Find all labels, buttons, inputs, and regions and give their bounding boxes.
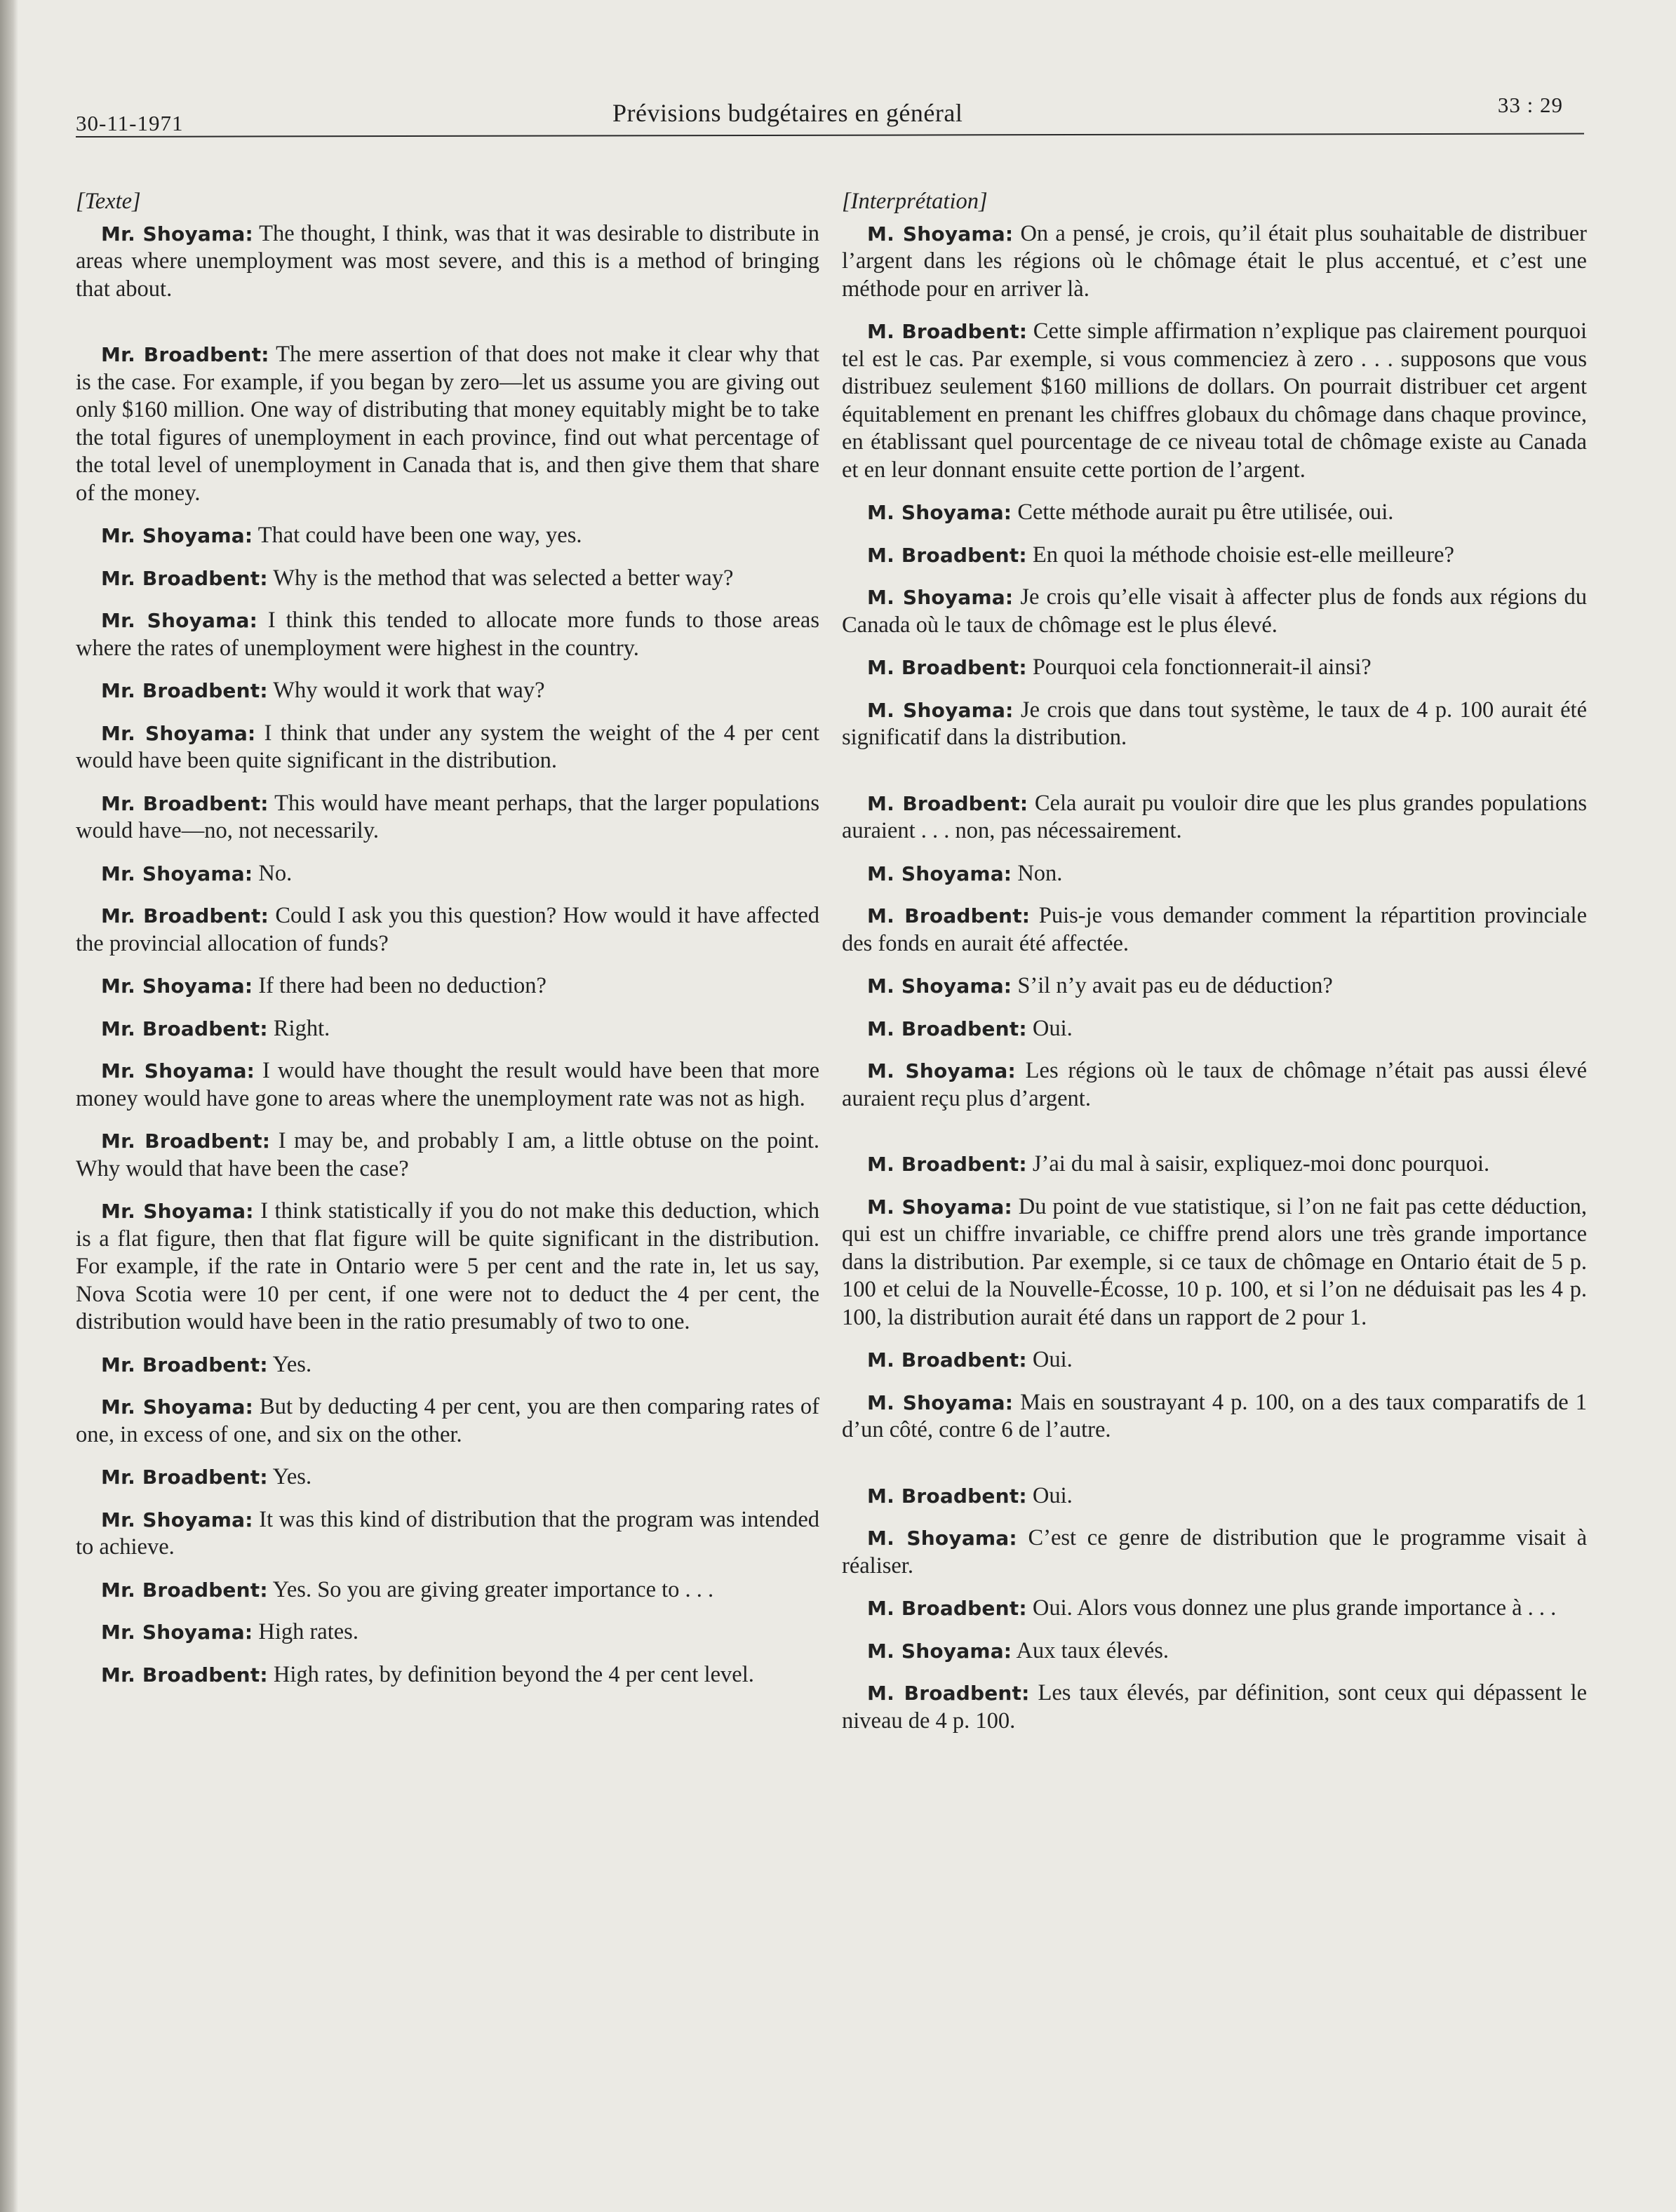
paragraph-text: Puis-je vous demander comment la répartition provinciale des fonds en aurait été affectée. (842, 903, 1587, 956)
paragraph-text: The thought, I think, was that it was desirable to distribute in areas where unemployment was most severe, and this is a method of bringing that about. (76, 220, 820, 302)
speaker-name: M. Shoyama: (867, 862, 1012, 885)
paragraph-text: On a pensé, je crois, qu’il était plus souhaitable de distribuer l’argent dans les régions où le chômage était le plus accentué, et c’est une méthode pour en arriver là. (842, 220, 1588, 302)
speaker-name: M. Shoyama: (867, 1195, 1012, 1219)
speaker-name: Mr. Shoyama: (101, 721, 256, 745)
speaker-name: Mr. Broadbent: (101, 1353, 268, 1376)
paragraph-text: The mere assertion of that does not make it clear why that is the case. For example, if you began by zero—let us assume you are giving out only $160 million. One way of distributing that money equitably might be to take the total figures of unemployment in each province, find out what percentage of the total level of unemployment in Canada that is, and then give them that share of the money. (76, 342, 819, 506)
transcript-paragraph (842, 697, 1587, 752)
speaker-name: Mr. Shoyama: (101, 1200, 254, 1223)
paragraph-text: Aux taux élevés. (1012, 1637, 1169, 1663)
speaker-name: Mr. Broadbent: (101, 1017, 268, 1040)
paragraph-text: En quoi la méthode choisie est-elle meilleure? (1026, 542, 1454, 568)
transcript-paragraph (842, 1637, 1587, 1665)
speaker-name: Mr. Broadbent: (101, 1130, 271, 1153)
paragraph-text: C’est ce genre de distribution que le programme visait à réaliser. (842, 1525, 1587, 1578)
transcript-paragraph (842, 1595, 1587, 1623)
paragraph-text: Les taux élevés, par définition, sont ceux qui dépassent le niveau de 4 p. 100. (842, 1680, 1587, 1734)
transcript-paragraph (842, 654, 1587, 682)
speaker-name: M. Shoyama: (867, 501, 1012, 524)
transcript-paragraph (842, 1346, 1587, 1374)
paragraph-text: Les régions où le taux de chômage n’était pas aussi élevé auraient reçu plus d’argent. (842, 1058, 1587, 1111)
speaker-name: Mr. Shoyama: (101, 862, 253, 885)
speaker-name: Mr. Shoyama: (101, 974, 253, 998)
speaker-name: M. Broadbent: (867, 1153, 1027, 1176)
transcript-paragraph (76, 1351, 819, 1379)
transcript-paragraph (76, 220, 819, 304)
speaker-name: M. Broadbent: (867, 791, 1028, 815)
paragraph-text: Pourquoi cela fonctionnerait-il ainsi? (1026, 655, 1372, 680)
paragraph-text: Mais en soustrayant 4 p. 100, on a des taux comparatifs de 1 d’un côté, contre 6 de l’autre. (842, 1389, 1587, 1442)
transcript-paragraph (842, 1057, 1587, 1113)
transcript-paragraph (76, 1127, 819, 1183)
paragraph-text: Why is the method that was selected a better way? (267, 565, 734, 591)
paragraph-text: I think that under any system the weight of the 4 per cent would have been quite significant in the distribution. (76, 720, 819, 773)
speaker-name: M. Shoyama: (867, 222, 1014, 246)
section-label-interpretation: [Interprétation] (842, 189, 988, 214)
transcript-paragraph (76, 1618, 819, 1647)
speaker-name: Mr. Broadbent: (101, 679, 268, 702)
speaker-name: Mr. Broadbent: (101, 1466, 268, 1489)
speaker-name: M. Broadbent: (867, 543, 1027, 567)
paragraph-text: Oui. (1026, 1015, 1073, 1041)
paragraph-text: I may be, and probably I am, a little obtuse on the point. Why would that have been the case? (76, 1128, 819, 1181)
speaker-name: Mr. Shoyama: (101, 1621, 253, 1644)
paragraph-text: Non. (1012, 860, 1063, 886)
speaker-name: M. Shoyama: (867, 698, 1014, 722)
speaker-name: M. Broadbent: (867, 1484, 1027, 1508)
speaker-name: M. Broadbent: (867, 904, 1031, 927)
paragraph-text: Why would it work that way? (267, 678, 545, 703)
paragraph-text: No. (253, 860, 293, 886)
speaker-name: M. Broadbent: (867, 320, 1028, 343)
transcript-paragraph (76, 720, 819, 775)
header-page-number: 33 : 29 (1497, 93, 1563, 117)
paragraph-text: If there had been no deduction? (253, 973, 547, 998)
speaker-name: Mr. Shoyama: (101, 1395, 254, 1419)
paragraph-text: Yes. (267, 1351, 312, 1377)
transcript-paragraph (842, 584, 1587, 639)
paragraph-text: Right. (267, 1015, 330, 1041)
speaker-name: M. Shoyama: (867, 974, 1012, 998)
transcript-paragraph (76, 972, 819, 1000)
transcript-paragraph (76, 607, 819, 662)
transcript-paragraph (842, 972, 1587, 1000)
transcript-paragraph (842, 1680, 1587, 1735)
speaker-name: Mr. Broadbent: (101, 1578, 268, 1602)
transcript-paragraph (76, 522, 819, 550)
paragraph-text: Oui. (1026, 1347, 1073, 1372)
paragraph-text: This would have meant perhaps, that the larger populations would have—no, not necessarily. (76, 790, 819, 843)
paragraph-text: Could I ask you this question? How would it have affected the provincial allocation of funds? (76, 903, 819, 956)
transcript-paragraph (76, 1015, 819, 1043)
transcript-paragraph (76, 860, 819, 888)
transcript-paragraph (76, 341, 819, 507)
transcript-paragraph (76, 677, 819, 705)
page-header (76, 93, 1584, 142)
paragraph-text: Cela aurait pu vouloir dire que les plus grandes populations auraient . . . non, pas nécessairement. (842, 790, 1587, 843)
transcript-paragraph (842, 1482, 1587, 1510)
transcript-paragraph (842, 220, 1587, 304)
speaker-name: Mr. Broadbent: (101, 343, 269, 366)
paragraph-text: It was this kind of distribution that the program was intended to achieve. (76, 1506, 819, 1560)
header-rule (76, 133, 1584, 138)
transcript-paragraph (76, 565, 819, 593)
transcript-paragraph (842, 1151, 1587, 1179)
header-date: 30-11-1971 (76, 111, 184, 135)
paragraph-text: High rates. (253, 1619, 358, 1644)
speaker-name: Mr. Shoyama: (101, 222, 253, 246)
transcript-paragraph (842, 902, 1587, 958)
paragraph-text: Cette simple affirmation n’explique pas clairement pourquoi tel est le cas. Par exemple, si vous commenciez à zero . . . supposons que vous distribuez seulement $160 millions de dollars. On pourrait distribuer cet argent équitablement en prenant les chiffres globaux du chômage dans chaque province, en établissant quel pourcentage de ce niveau total de chômage existe au Canada et en leur donnant ensuite cette portion de l’argent. (842, 319, 1587, 483)
speaker-name: Mr. Shoyama: (101, 1059, 255, 1082)
paragraph-text: Cette méthode aurait pu être utilisée, oui. (1012, 500, 1394, 525)
english-column (76, 188, 819, 1703)
transcript-paragraph (76, 1661, 819, 1689)
transcript-paragraph (842, 1389, 1587, 1444)
speaker-name: M. Shoyama: (867, 1059, 1016, 1082)
speaker-name: Mr. Shoyama: (101, 524, 253, 547)
transcript-paragraph (76, 1576, 819, 1604)
speaker-name: Mr. Broadbent: (101, 791, 269, 815)
speaker-name: M. Shoyama: (867, 1527, 1017, 1550)
transcript-paragraph (842, 790, 1587, 845)
transcript-paragraph (76, 1506, 819, 1562)
paragraph-text: Du point de vue statistique, si l’on ne fait pas cette déduction, qui est un chiffre invariable, ce chiffre prend alors une très grande importance dans la distribution. Par exemple, si ce taux de chômage en Ontario était de 5 p. 100 et celui de la Nouvelle-Écosse, 10 p. 100, et si l’on ne déduisait pas les 4 p. 100, la distribution aurait été dans un rapport de 2 pour 1. (842, 1193, 1587, 1330)
speaker-name: M. Broadbent: (867, 1597, 1027, 1620)
paragraph-text: I would have thought the result would have been that more money would have gone to areas where the unemployment rate was not as high. (76, 1058, 819, 1111)
speaker-name: M. Broadbent: (867, 1348, 1027, 1372)
paragraph-text: I think statistically if you do not make this deduction, which is a flat figure, then that flat figure will be quite significant in the distribution. For example, if the rate in Ontario were 5 per cent and the rate in, let us say, Nova Scotia were 10 per cent, if one were not to deduct the 4 per cent, the distribution would have been in the ratio presumably of two to one. (76, 1198, 819, 1334)
paragraph-text: Oui. Alors vous donnez une plus grande importance à . . . (1026, 1595, 1557, 1621)
speaker-name: M. Shoyama: (867, 1390, 1014, 1414)
transcript-paragraph (76, 1057, 819, 1113)
paragraph-text: J’ai du mal à saisir, expliquez-moi donc pourquoi. (1026, 1151, 1490, 1177)
speaker-name: Mr. Shoyama: (101, 609, 257, 632)
paragraph-text: That could have been one way, yes. (253, 523, 582, 548)
paragraph-text: Je crois qu’elle visait à affecter plus de fonds aux régions du Canada où le taux de chômage est le plus élevé. (842, 584, 1587, 638)
transcript-paragraph (76, 1463, 819, 1492)
transcript-paragraph (76, 790, 819, 845)
speaker-name: Mr. Broadbent: (101, 1663, 268, 1687)
speaker-name: M. Shoyama: (867, 1639, 1012, 1663)
transcript-paragraph (842, 1015, 1587, 1043)
paragraph-text: Yes. (267, 1464, 312, 1489)
transcript-paragraph (76, 1393, 819, 1449)
transcript-paragraph (842, 542, 1587, 570)
paragraph-text: Yes. So you are giving greater importance to . . . (267, 1576, 714, 1602)
speaker-name: Mr. Broadbent: (101, 566, 268, 590)
transcript-paragraph (842, 1524, 1587, 1580)
paragraph-text: S’il n’y avait pas eu de déduction? (1012, 973, 1333, 998)
speaker-name: M. Broadbent: (867, 1682, 1030, 1705)
speaker-name: M. Broadbent: (867, 1017, 1027, 1040)
page-binding-shadow (0, 0, 18, 2212)
speaker-name: Mr. Shoyama: (101, 1508, 253, 1531)
section-label-texte: [Texte] (76, 189, 141, 214)
paragraph-text: High rates, by definition beyond the 4 per cent level. (267, 1661, 754, 1687)
transcript-paragraph (842, 318, 1587, 484)
paragraph-text: But by deducting 4 per cent, you are then comparing rates of one, in excess of one, and six on the other. (76, 1394, 820, 1447)
transcript-paragraph (842, 1193, 1587, 1332)
paragraph-text: Je crois que dans tout système, le taux de 4 p. 100 aurait été significatif dans la distribution. (842, 697, 1587, 750)
speaker-name: M. Shoyama: (867, 586, 1014, 609)
transcript-paragraph (76, 1198, 819, 1336)
french-column (842, 188, 1587, 1750)
paragraph-text: I think this tended to allocate more funds to those areas where the rates of unemployment were highest in the country. (76, 608, 819, 661)
paragraph-text: Oui. (1026, 1482, 1073, 1508)
header-title: Prévisions budgétaires en général (612, 99, 963, 127)
transcript-paragraph (842, 860, 1587, 888)
transcript-paragraph (842, 499, 1587, 527)
transcript-paragraph (76, 902, 819, 958)
speaker-name: Mr. Broadbent: (101, 904, 269, 927)
speaker-name: M. Broadbent: (867, 656, 1027, 679)
